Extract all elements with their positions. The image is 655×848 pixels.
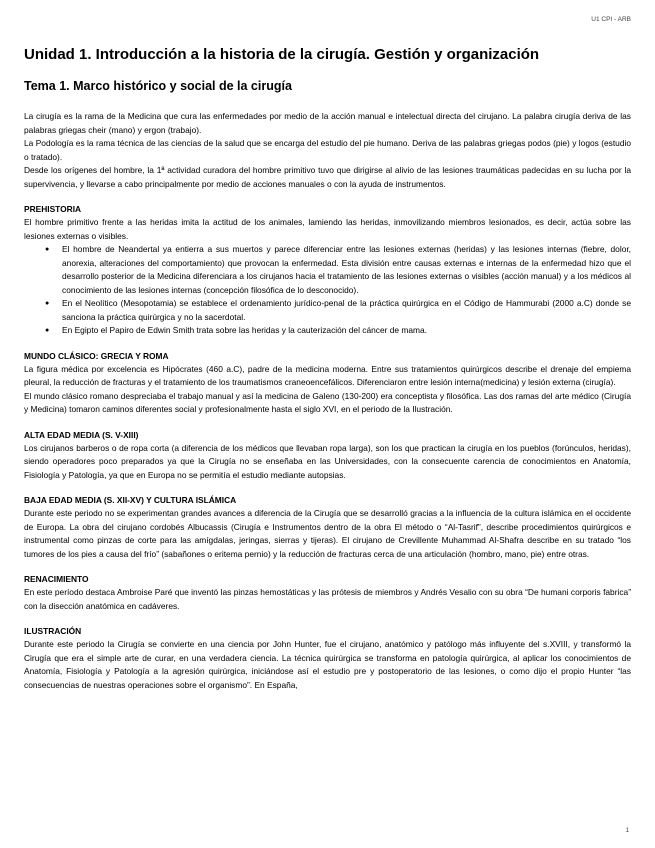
bullet-item: ● En Egipto el Papiro de Edwin Smith trata sobre las heridas y la cauterización del cáncer de mama. (62, 324, 631, 338)
running-header: U1 CPI - ARB (591, 16, 631, 23)
section-baja-edad-media (24, 494, 631, 561)
intro-block (24, 110, 631, 191)
section-title: BAJA EDAD MEDIA (S. XII-XV) Y CULTURA ISLÁMICA (24, 495, 237, 505)
section-paragraph: Durante este periodo la Cirugía se convierte en una ciencia por John Hunter, fue el cirujano, anatómico y patólogo más influyente del s.XVIII, y transformó la Cirugía que era el simple arte de curar, en una verdadera ciencia. La técnica quirúrgica se transforma en patología quirúrgica, al aplicar los conocimientos de Anatomía, Fisiología y Patología a la agresión quirúrgica, iniciándose así el estudio pre y postoperatorio de las lesiones, o como dijo el propio Hunter “las consecuencias de nuestras operaciones sobre el organismo”. En España, (24, 639, 631, 690)
section-renacimiento (24, 573, 631, 613)
unit-title: Unidad 1. Introducción a la historia de la cirugía. Gestión y organización (24, 46, 540, 63)
topic-title: Tema 1. Marco histórico y social de la cirugía (24, 79, 292, 93)
bullet-item: ● El hombre de Neandertal ya entierra a sus muertos y parece diferenciar entre las lesiones externas (heridas) y las lesiones internas (fiebre, dolor, anorexia, alteraciones del comportamiento) que provocan la enfermedad. Esta división entre causas externas e internas de la enfermedad hizo que el desarrollo posterior de la Medicina diferenciara a los cirujanos hacia el tratamiento de las lesiones externas o visibles (acción manual) y a los médicos al conocimiento de las lesiones internas (concepción filosófica de lo desconocido). (62, 243, 631, 297)
section-title: ALTA EDAD MEDIA (S. V-XIII) (24, 429, 139, 440)
section-paragraph: Los cirujanos barberos o de ropa corta (a diferencia de los médicos que llevaban ropa larga), son los que practican la cirugía en los pueblos (forúnculos, heridas), siendo operadores poco preparados ya que la Cirugía no se enseñaba en las Universidades, con la consecuente carencia de conocimientos en Anatomía, Fisiología y Patología, ya que en Europa no se permitía el estudio mediante autopsias. (24, 442, 631, 480)
section-title: RENACIMIENTO (24, 574, 89, 584)
section-title: MUNDO CLÁSICO: GRECIA Y ROMA (24, 350, 169, 361)
bullet-item: ● En el Neolítico (Mesopotamia) se establece el ordenamiento jurídico-penal de la práctica quirúrgica en el Código de Hammurabi (2000 a.C) donde se sanciona la práctica quirúrgica y no la sacerdotal. (62, 297, 631, 324)
page-number: 1 (625, 827, 629, 834)
section-mundo-clasico (24, 350, 631, 417)
section-paragraph: En este período destaca Ambroise Paré que inventó las pinzas hemostáticas y las prótesis de miembros y Andrés Vesalio con su obra “De humani corporis fabrica” con la disección anatómica en cadáveres. (24, 587, 631, 611)
section-ilustracion (24, 625, 631, 692)
section-paragraph: El mundo clásico romano despreciaba el trabajo manual y así la medicina de Galeno (130-200) era conceptista y filosófica. Las dos ramas del arte médico (Cirugía y Medicina) tomaron caminos diferentes social y profesionalmente hasta el siglo XVI, en el periodo de la Ilustración. (24, 390, 631, 414)
section-title: ILUSTRACIÓN (24, 626, 82, 636)
section-paragraph: La figura médica por excelencia es Hipócrates (460 a.C), padre de la medicina moderna. Entre sus tratamientos quirúrgicos describe el drenaje del empiema pleural, la reducción de fracturas y el tratamiento de los traumatismos craneoencefálicos. Diferenciaron entre lesión interna(medicina) y lesión externa (cirugía). (24, 363, 631, 387)
section-paragraph: El hombre primitivo frente a las heridas imita la actitud de los animales, lamiendo las heridas, inmovilizando miembros lesionados, es decir, actúa sobre las lesiones externas o visibles. (24, 217, 631, 241)
section-alta-edad-media (24, 429, 631, 483)
intro-paragraph: Desde los orígenes del hombre, la 1ª actividad curadora del hombre primitivo tuvo que dirigirse al alivio de las lesiones traumáticas padecidas en su lucha por la supervivencia, y llevarse a cabo principalmente por medio de acciones manuales o con la ayuda de instrumentos. (24, 165, 631, 189)
section-title: PREHISTORIA (24, 204, 82, 214)
page-content (24, 46, 631, 692)
bullet-list (24, 243, 631, 338)
intro-paragraph: La Podología es la rama técnica de las ciencias de la salud que se encarga del estudio del pie humano. Deriva de las palabras griegas podos (pie) y logos (estudio o tratado). (24, 138, 631, 162)
section-paragraph: Durante este periodo no se experimentan grandes avances a diferencia de la Cirugía que se desarrolló gracias a la influencia de la cultura islámica en el occidente de Europa. La obra del cirujano cordobés Albucassis (Cirugía e Instrumentos dentro de la obra El método o “Al-Tasrif”, describe procedimientos quirúrgicos e instrumental como pinzas de corte para las amígdalas, jeringas, sierras y tijeras). El cirujano de Crevillente Muhammad Al-Shafra describe en su tratado “los tumores de los pies a causa del frío” (sabañones o eritema pernio) y la reducción de fracturas cerca de una articulación (hombro, mano, pie) entre otras. (24, 508, 631, 559)
section-prehistoria (24, 203, 631, 338)
intro-paragraph: La cirugía es la rama de la Medicina que cura las enfermedades por medio de la acción manual e intelectual directa del cirujano. La palabra cirugía deriva de las palabras griegas cheir (mano) y ergon (trabajo). (24, 111, 631, 135)
